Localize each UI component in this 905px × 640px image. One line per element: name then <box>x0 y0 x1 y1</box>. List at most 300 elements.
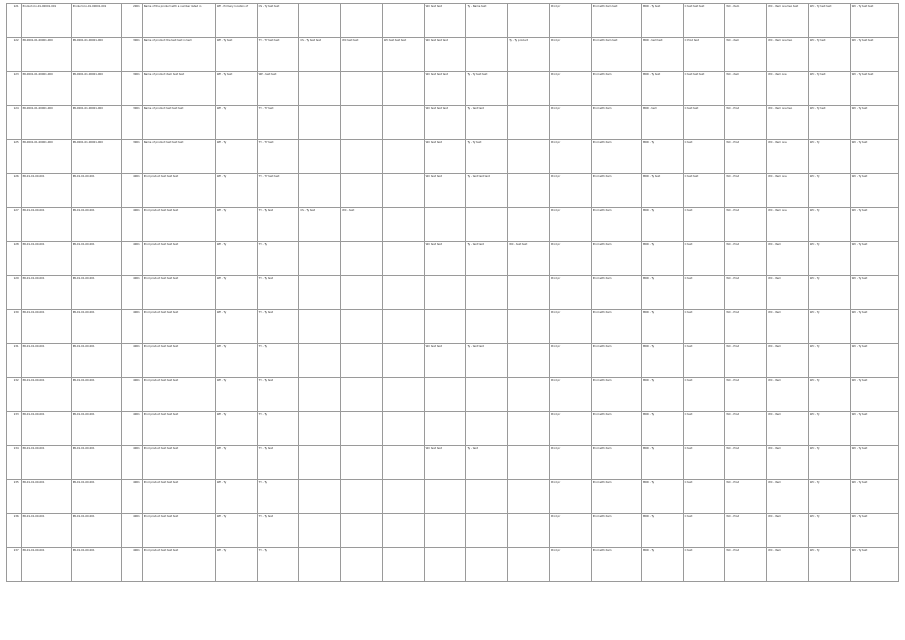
table-cell: TY - TY text <box>257 106 299 140</box>
row-number-cell: 131 <box>7 344 22 378</box>
table-cell: Ty - text text text <box>466 174 508 208</box>
table-cell: WC - Prod <box>725 242 767 276</box>
table-cell: WC - Item <box>767 242 809 276</box>
table-cell <box>424 480 466 514</box>
table-cell: PR-0001-01-00001-000 <box>21 72 71 106</box>
table-cell: PR-0001-01-00001-000 <box>71 38 121 72</box>
table-cell: C text <box>683 480 725 514</box>
table-cell: PR-0001-01-00001-000 <box>21 106 71 140</box>
table-cell: PR-01-01-00-001 <box>21 412 71 446</box>
table-cell <box>424 548 466 582</box>
table-cell: Prod product text text text <box>142 242 215 276</box>
table-cell: Prod with item <box>591 310 641 344</box>
table-cell: Ty - Ty text text <box>466 72 508 106</box>
table-cell: MRD - Ty <box>641 208 683 242</box>
table-row <box>7 412 899 446</box>
table-cell: WC - Prod <box>725 412 767 446</box>
table-row <box>7 106 899 140</box>
table-cell <box>341 106 383 140</box>
table-cell: WC - Ty <box>808 208 850 242</box>
table-cell <box>299 310 341 344</box>
table-cell: WC - Ty <box>808 514 850 548</box>
table-cell: WC - Prod <box>725 174 767 208</box>
table-cell: Ty - Ty product <box>508 38 550 72</box>
table-cell: PR-01-01-00-001 <box>71 242 121 276</box>
table-cell <box>299 412 341 446</box>
table-cell: Prod product text text text <box>142 174 215 208</box>
table-cell: 4001 <box>121 514 142 548</box>
table-cell: Prod product text text text <box>142 446 215 480</box>
table-cell: CS - Ty text text <box>257 4 299 38</box>
table-row <box>7 4 899 38</box>
table-cell: Prod with item <box>591 480 641 514</box>
table-cell: Prod product text text text <box>142 480 215 514</box>
table-cell: PR-0001-01-00001-000 <box>71 106 121 140</box>
table-cell: WC - Ty text <box>808 72 850 106</box>
table-cell: 3001 <box>121 38 142 72</box>
table-cell: WC - Ty text <box>850 276 898 310</box>
table-cell: WP - Ty <box>215 412 257 446</box>
table-cell: 4001 <box>121 242 142 276</box>
table-cell: C text <box>683 446 725 480</box>
table-cell: 3001 <box>121 72 142 106</box>
table-row <box>7 480 899 514</box>
table-cell: 2001 <box>121 4 142 38</box>
table-cell: Prod pr <box>549 38 591 72</box>
table-cell: WP - Ty <box>215 310 257 344</box>
table-cell: WC - Ty text <box>850 446 898 480</box>
table-cell: WC - Ty text text <box>850 38 898 72</box>
table-cell: 4001 <box>121 310 142 344</box>
table-cell <box>382 514 424 548</box>
table-cell: WC - Ty text <box>850 106 898 140</box>
table-cell: WC - Item <box>767 446 809 480</box>
table-cell: WC - Prod <box>725 446 767 480</box>
table-cell: PR-0001-01-00001-000 <box>21 38 71 72</box>
table-cell: Ty - text <box>466 446 508 480</box>
row-number-cell: 134 <box>7 446 22 480</box>
table-row <box>7 276 899 310</box>
table-cell: WC text text text <box>424 72 466 106</box>
table-cell: WC - Ty <box>808 548 850 582</box>
table-cell <box>466 208 508 242</box>
table-cell: WP - Ty <box>215 276 257 310</box>
table-cell: WC - Ty <box>808 378 850 412</box>
table-cell: Prod with item <box>591 208 641 242</box>
table-cell <box>508 548 550 582</box>
table-cell: TY - Ty text <box>257 378 299 412</box>
table-cell: MRD - Ty <box>641 344 683 378</box>
table-cell: MRD - text <box>641 106 683 140</box>
table-cell: MRD - Ty <box>641 378 683 412</box>
table-cell: Prod pr <box>549 140 591 174</box>
table-cell <box>508 378 550 412</box>
table-cell: Prod with item <box>591 344 641 378</box>
table-cell <box>382 72 424 106</box>
table-cell <box>508 344 550 378</box>
table-cell: WC - item <box>725 72 767 106</box>
table-cell: C text <box>683 514 725 548</box>
table-cell: Name of product item text text <box>142 72 215 106</box>
table-cell <box>382 140 424 174</box>
table-row <box>7 514 899 548</box>
table-cell <box>382 480 424 514</box>
table-cell: PR-01-01-00-001 <box>21 548 71 582</box>
table-cell: Name of product text text text <box>142 106 215 140</box>
table-cell: WC - Ty <box>808 242 850 276</box>
table-cell: PR-01-01-00-001 <box>21 514 71 548</box>
table-cell: WP - Ty <box>215 242 257 276</box>
table-cell: Product-Co-01-00001-001 <box>71 4 121 38</box>
table-cell: Prod with item <box>591 514 641 548</box>
table-cell: WC - Item <box>767 548 809 582</box>
table-cell: C text <box>683 548 725 582</box>
table-cell: C text <box>683 208 725 242</box>
table-cell <box>466 378 508 412</box>
row-number-cell: 129 <box>7 276 22 310</box>
table-cell: WC - Ty text <box>850 514 898 548</box>
table-cell: MRD - Ty <box>641 480 683 514</box>
table-cell: Prod with item <box>591 72 641 106</box>
table-cell: Prod product text text text <box>142 276 215 310</box>
table-cell: Prod with item <box>591 446 641 480</box>
table-cell: MRD - Ty text <box>641 72 683 106</box>
table-cell <box>424 310 466 344</box>
table-cell: Prod with item <box>591 276 641 310</box>
table-cell: WC - Prod <box>725 276 767 310</box>
table-cell: Prod with item <box>591 378 641 412</box>
row-number-cell: 128 <box>7 242 22 276</box>
table-cell: WC text text text <box>382 38 424 72</box>
table-cell <box>382 378 424 412</box>
table-cell <box>341 378 383 412</box>
table-cell: TY - Ty text <box>257 208 299 242</box>
table-cell: WC text text text <box>424 106 466 140</box>
table-cell: Prod pr <box>549 548 591 582</box>
table-cell: WC - Prod <box>725 310 767 344</box>
table-cell: C text <box>683 344 725 378</box>
table-cell: WC - Ty text <box>850 378 898 412</box>
table-cell: PR-01-01-00-001 <box>71 412 121 446</box>
table-cell <box>341 412 383 446</box>
table-cell: 4001 <box>121 174 142 208</box>
table-cell: MRD - Ty text <box>641 4 683 38</box>
table-cell: MRD - Ty <box>641 276 683 310</box>
table-cell: Prod pr <box>549 310 591 344</box>
table-cell: WC - Item <box>767 310 809 344</box>
table-cell: CS - Ty text <box>299 208 341 242</box>
table-cell: 4001 <box>121 480 142 514</box>
row-number-cell: 135 <box>7 480 22 514</box>
table-cell: Prod with item <box>591 412 641 446</box>
table-cell: WC - Ty text <box>808 38 850 72</box>
table-cell <box>508 480 550 514</box>
table-cell <box>299 344 341 378</box>
table-row <box>7 38 899 72</box>
table-cell: WC - Ty <box>808 344 850 378</box>
table-cell <box>382 548 424 582</box>
table-cell: TY - Ty <box>257 344 299 378</box>
table-row <box>7 208 899 242</box>
table-cell: WC - Ty text <box>808 106 850 140</box>
table-cell <box>299 514 341 548</box>
table-cell: TY - TY text text <box>257 38 299 72</box>
table-cell: TY - Ty <box>257 412 299 446</box>
table-cell: Prod pr <box>549 276 591 310</box>
table-cell: Prod pr <box>549 4 591 38</box>
table-cell <box>382 242 424 276</box>
row-number-cell: 123 <box>7 72 22 106</box>
table-cell: TY - Ty <box>257 548 299 582</box>
table-cell: TY - Ty <box>257 480 299 514</box>
table-cell: Prod product text text text <box>142 514 215 548</box>
table-cell: Ty - Ty text <box>466 140 508 174</box>
table-cell: 4001 <box>121 208 142 242</box>
table-cell: PR-01-01-00-001 <box>71 276 121 310</box>
table-row <box>7 174 899 208</box>
table-cell: WP - Ty text <box>215 72 257 106</box>
table-cell: 4001 <box>121 378 142 412</box>
table-cell: PR-0001-01-00001-000 <box>21 140 71 174</box>
table-cell: Name of product text text text <box>142 140 215 174</box>
table-cell: C text <box>683 310 725 344</box>
table-cell <box>382 276 424 310</box>
table-cell: WP - Ty <box>215 140 257 174</box>
table-cell: C text text text <box>683 72 725 106</box>
table-cell: PR-0001-01-00001-000 <box>71 72 121 106</box>
table-cell: PR-01-01-00-001 <box>71 548 121 582</box>
table-cell <box>299 4 341 38</box>
table-cell: WC - Item <box>767 344 809 378</box>
table-cell <box>382 106 424 140</box>
table-cell: WC - Item <box>767 378 809 412</box>
table-cell: C Prod text <box>683 38 725 72</box>
table-cell: 4001 <box>121 276 142 310</box>
table-cell: WP - Ty <box>215 208 257 242</box>
table-cell: MRD - Ty <box>641 446 683 480</box>
table-cell: Name of the product with a number listed in <box>142 4 215 38</box>
table-cell: WC - Item one two text <box>767 4 809 38</box>
table-cell: MRD - Ty <box>641 140 683 174</box>
table-cell: WC - Item one two <box>767 106 809 140</box>
table-cell <box>299 548 341 582</box>
table-cell: WC - Item one <box>767 208 809 242</box>
table-cell: C text <box>683 242 725 276</box>
table-cell: TY - Ty text <box>257 310 299 344</box>
table-cell: Ty - Name text <box>466 4 508 38</box>
table-cell: PR-01-01-00-001 <box>21 378 71 412</box>
table-cell: Prod pr <box>549 242 591 276</box>
table-cell: Ty - text text <box>466 344 508 378</box>
table-cell: WP - Primary location of <box>215 4 257 38</box>
table-cell: CS - Ty text text <box>299 38 341 72</box>
table-cell: Prod with item <box>591 106 641 140</box>
table-cell: WC - Ty <box>808 276 850 310</box>
table-cell: TY - Ty text <box>257 446 299 480</box>
table-cell: WC - Prod <box>725 548 767 582</box>
table-cell <box>382 174 424 208</box>
table-cell: WC text text <box>424 242 466 276</box>
table-cell: WC - Item <box>767 480 809 514</box>
table-cell: Ty - text text <box>466 106 508 140</box>
table-cell: PR-01-01-00-001 <box>21 208 71 242</box>
table-cell: TY - TY text <box>257 140 299 174</box>
table-cell <box>341 174 383 208</box>
table-cell: WP - Ty text <box>215 38 257 72</box>
table-cell: WC - Prod <box>725 140 767 174</box>
table-cell: WC - Item one <box>767 140 809 174</box>
table-cell <box>466 310 508 344</box>
table-cell <box>424 514 466 548</box>
table-cell: WC - Ty <box>808 310 850 344</box>
table-cell: 4001 <box>121 412 142 446</box>
row-number-cell: 127 <box>7 208 22 242</box>
table-cell: 4001 <box>121 344 142 378</box>
table-cell: WC text text <box>424 140 466 174</box>
table-cell: WC - Ty <box>808 140 850 174</box>
table-cell: WC - Ty text <box>850 242 898 276</box>
table-cell: PR-01-01-00-001 <box>21 480 71 514</box>
row-number-cell: 125 <box>7 140 22 174</box>
table-row <box>7 72 899 106</box>
table-cell <box>341 446 383 480</box>
table-cell: WP - text text <box>257 72 299 106</box>
table-cell: WC - Prod <box>725 378 767 412</box>
table-cell: WC - Item one <box>767 174 809 208</box>
table-cell <box>299 446 341 480</box>
table-row <box>7 378 899 412</box>
table-cell <box>466 276 508 310</box>
table-cell: WC - text text <box>508 242 550 276</box>
table-cell <box>424 378 466 412</box>
table-cell: TY - Ty text <box>257 276 299 310</box>
table-cell: Ty - text text <box>466 242 508 276</box>
table-cell: WC - Ty <box>808 446 850 480</box>
table-cell: WP - Ty <box>215 174 257 208</box>
table-cell <box>341 72 383 106</box>
table-cell: WC - item one <box>767 72 809 106</box>
table-cell: Prod with item <box>591 548 641 582</box>
table-cell <box>341 4 383 38</box>
table-cell <box>299 174 341 208</box>
table-cell: WC - Ty text <box>850 412 898 446</box>
table-cell <box>508 514 550 548</box>
table-cell <box>382 344 424 378</box>
table-cell: MRD - Ty <box>641 310 683 344</box>
table-cell: MRD - Ty <box>641 514 683 548</box>
table-cell: WC text text text <box>424 38 466 72</box>
table-cell: WC - Ty text <box>850 310 898 344</box>
table-cell: PR-01-01-00-001 <box>71 208 121 242</box>
table-cell: C text <box>683 276 725 310</box>
row-number-cell: 133 <box>7 412 22 446</box>
table-cell: WC text text <box>424 174 466 208</box>
table-cell: C text <box>683 140 725 174</box>
table-cell: WC - Prod <box>725 480 767 514</box>
table-cell: WC - Prod <box>725 344 767 378</box>
table-cell: WP - Ty <box>215 446 257 480</box>
table-cell <box>382 4 424 38</box>
table-cell <box>508 140 550 174</box>
table-cell <box>341 140 383 174</box>
table-cell: MRD - text text <box>641 38 683 72</box>
table-cell: PR-01-01-00-001 <box>21 344 71 378</box>
table-cell: WC - Ty <box>808 480 850 514</box>
table-cell: Prod product text text text <box>142 378 215 412</box>
table-cell: WC - Item <box>725 4 767 38</box>
table-cell: WC - Prod <box>725 208 767 242</box>
table-cell: WC - Ty text <box>850 480 898 514</box>
table-cell <box>341 276 383 310</box>
table-cell <box>382 310 424 344</box>
table-cell <box>466 412 508 446</box>
table-cell: WC - Prod <box>725 106 767 140</box>
table-cell: Prod with item <box>591 174 641 208</box>
table-cell: MRD - Ty <box>641 548 683 582</box>
table-cell: WC - Item one two <box>767 38 809 72</box>
table-cell <box>341 548 383 582</box>
table-cell: PR-01-01-00-001 <box>21 446 71 480</box>
table-cell <box>466 480 508 514</box>
table-cell: WC - Ty <box>808 174 850 208</box>
table-row <box>7 446 899 480</box>
table-cell: PR-0001-01-00001-000 <box>71 140 121 174</box>
table-cell <box>299 72 341 106</box>
table-cell <box>299 276 341 310</box>
table-cell: Prod with item <box>591 140 641 174</box>
table-row <box>7 548 899 582</box>
table-cell: WC text text <box>341 38 383 72</box>
table-cell: Prod pr <box>549 208 591 242</box>
table-cell: WP - Ty <box>215 106 257 140</box>
table-cell: WC - Ty text <box>850 174 898 208</box>
table-cell: Prod pr <box>549 446 591 480</box>
table-cell: Prod pr <box>549 72 591 106</box>
table-cell <box>508 4 550 38</box>
table-cell: Prod product text text text <box>142 208 215 242</box>
table-cell: WC - Item <box>767 276 809 310</box>
table-cell: C text <box>683 378 725 412</box>
table-cell: Prod product text text text <box>142 344 215 378</box>
table-cell: Prod pr <box>549 106 591 140</box>
row-number-cell: 126 <box>7 174 22 208</box>
table-cell: Prod pr <box>549 480 591 514</box>
table-cell <box>508 446 550 480</box>
table-cell: Prod with item text <box>591 4 641 38</box>
table-cell: TY - TY text text <box>257 174 299 208</box>
table-cell: 3001 <box>121 106 142 140</box>
table-cell: Prod product text text text <box>142 412 215 446</box>
table-cell <box>299 242 341 276</box>
table-cell <box>382 208 424 242</box>
table-cell <box>382 412 424 446</box>
table-cell: Prod product text text text <box>142 548 215 582</box>
table-cell: PR-01-01-00-001 <box>21 174 71 208</box>
table-cell: C text text <box>683 106 725 140</box>
table-row <box>7 310 899 344</box>
table-cell: WC - text <box>341 208 383 242</box>
table-cell: WP - Ty <box>215 548 257 582</box>
table-cell: WC - Ty text <box>850 344 898 378</box>
table-cell <box>299 480 341 514</box>
table-cell: WC text text <box>424 4 466 38</box>
table-row <box>7 140 899 174</box>
table-cell: Prod pr <box>549 378 591 412</box>
table-cell: WP - Ty <box>215 480 257 514</box>
table-cell: WC - Item <box>767 412 809 446</box>
row-number-cell: 130 <box>7 310 22 344</box>
table-cell <box>341 514 383 548</box>
